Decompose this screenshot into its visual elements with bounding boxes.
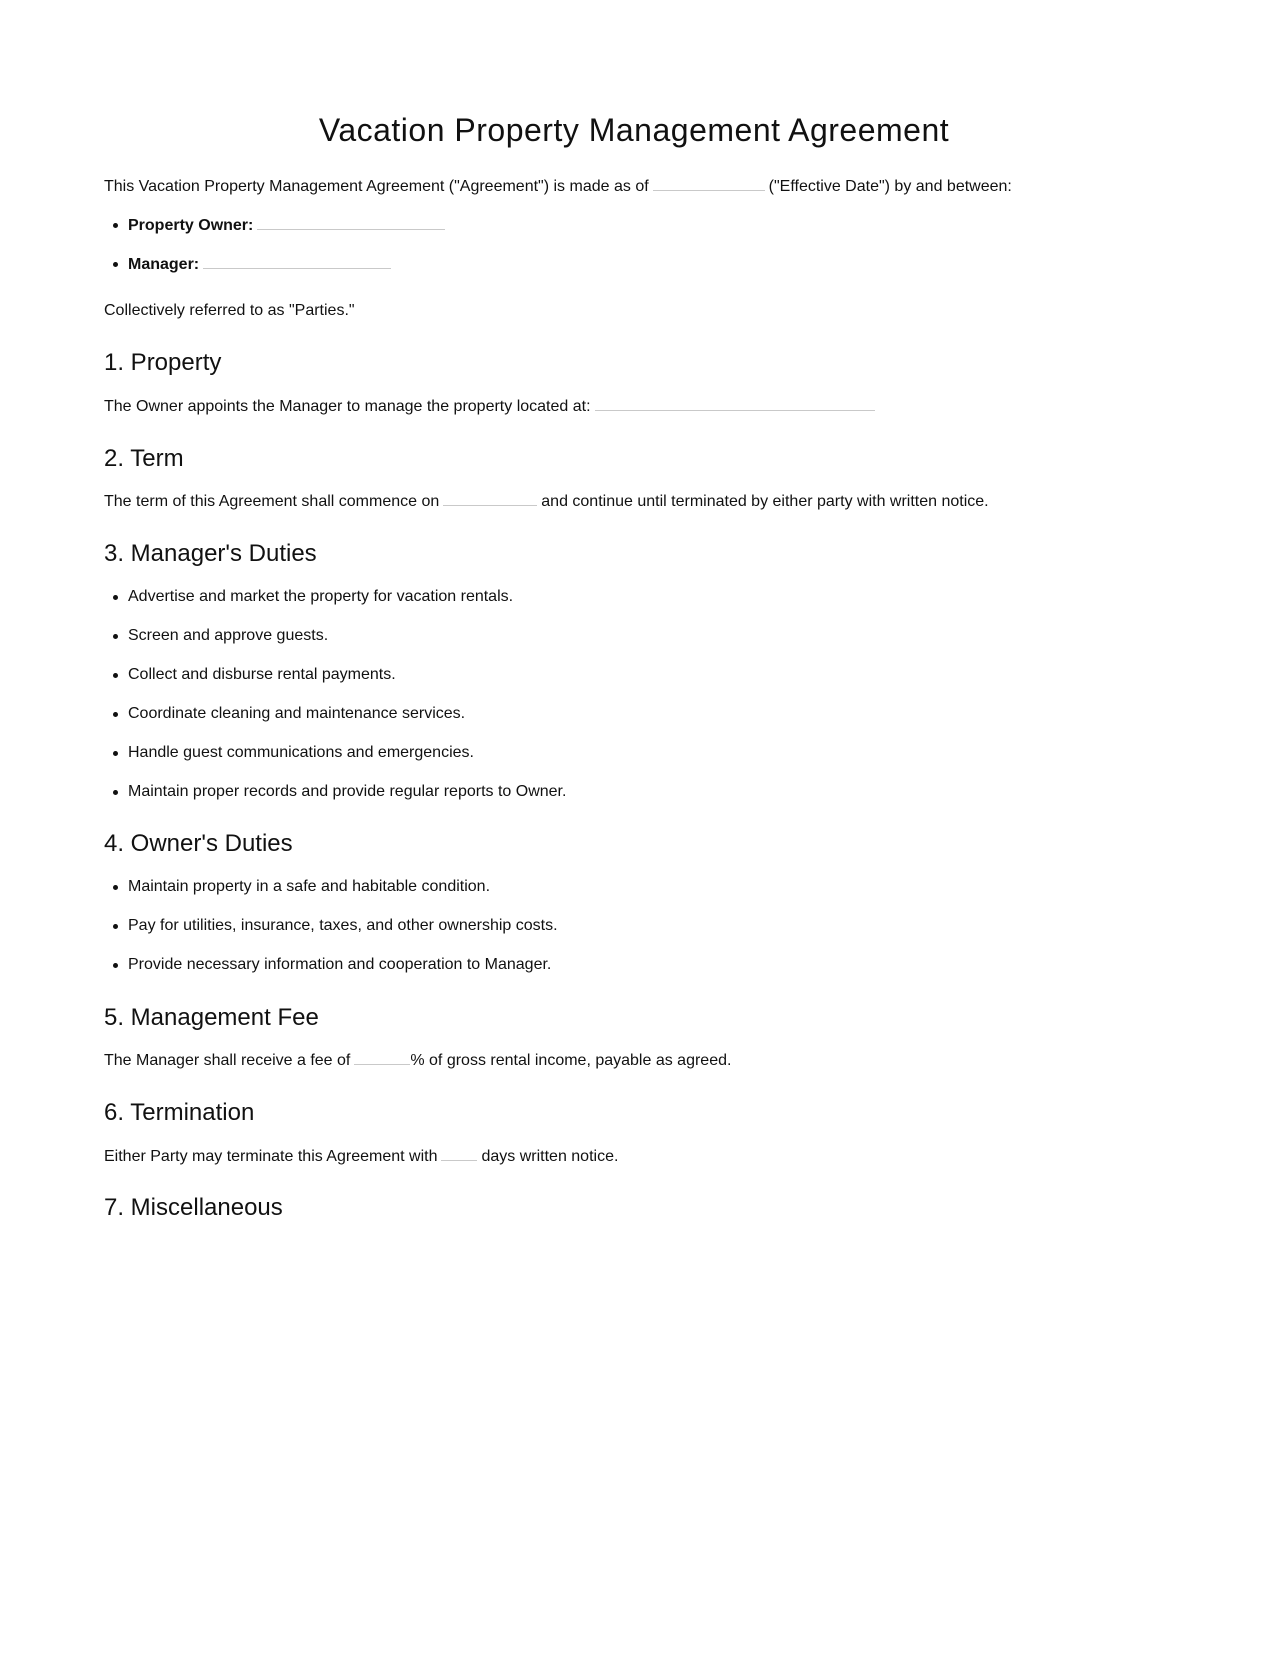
party-manager-item <box>128 254 395 275</box>
list-item: Advertise and market the property for vacation rentals. <box>128 588 514 605</box>
section-heading-management-fee: 5. Management Fee <box>104 1004 319 1031</box>
property-address-blank[interactable] <box>595 396 875 411</box>
term-text-after: and continue until terminated by either party with written notice. <box>541 493 989 510</box>
list-item: Coordinate cleaning and maintenance services. <box>128 705 466 722</box>
termination-text-before: Either Party may terminate this Agreement with <box>104 1148 438 1165</box>
collective-paragraph: Collectively referred to as "Parties." <box>104 302 355 319</box>
intro-text-before: This Vacation Property Management Agreement ("Agreement") is made as of <box>104 178 649 195</box>
list-item: Handle guest communications and emergencies. <box>128 744 474 761</box>
termination-text-after: days written notice. <box>481 1148 619 1165</box>
party-owner-item <box>128 215 449 236</box>
section-heading-manager-duties: 3. Manager's Duties <box>104 540 317 567</box>
list-item: Provide necessary information and cooperation to Manager. <box>128 956 552 973</box>
section-heading-property: 1. Property <box>104 349 222 376</box>
list-item: Collect and disburse rental payments. <box>128 666 396 683</box>
party-manager-label: Manager: <box>128 256 200 273</box>
document-title: Vacation Property Management Agreement <box>318 112 950 148</box>
commencement-date-blank[interactable] <box>443 491 537 506</box>
notice-days-blank[interactable] <box>441 1146 477 1161</box>
section-heading-termination: 6. Termination <box>104 1099 255 1126</box>
termination-paragraph <box>104 1146 618 1167</box>
list-item: Screen and approve guests. <box>128 627 329 644</box>
fee-percent-blank[interactable] <box>354 1050 410 1065</box>
manager-blank[interactable] <box>203 254 391 269</box>
term-paragraph <box>104 491 989 512</box>
section-heading-owner-duties: 4. Owner's Duties <box>104 830 293 857</box>
term-text-before: The term of this Agreement shall commence on <box>104 493 440 510</box>
fee-text-after: % of gross rental income, payable as agreed. <box>410 1052 732 1069</box>
section-heading-term: 2. Term <box>104 445 184 472</box>
intro-text-after: ("Effective Date") by and between: <box>768 178 1012 195</box>
intro-paragraph <box>104 176 1012 197</box>
list-item: Maintain property in a safe and habitable condition. <box>128 878 491 895</box>
effective-date-blank[interactable] <box>653 176 765 191</box>
property-text: The Owner appoints the Manager to manage the property located at: <box>104 398 591 415</box>
fee-paragraph <box>104 1050 731 1071</box>
section-heading-miscellaneous: 7. Miscellaneous <box>104 1194 283 1221</box>
property-paragraph <box>104 396 879 417</box>
fee-text-before: The Manager shall receive a fee of <box>104 1052 351 1069</box>
party-owner-label: Property Owner: <box>128 217 254 234</box>
list-item: Maintain proper records and provide regular reports to Owner. <box>128 783 567 800</box>
property-owner-blank[interactable] <box>257 215 445 230</box>
list-item: Pay for utilities, insurance, taxes, and other ownership costs. <box>128 917 558 934</box>
